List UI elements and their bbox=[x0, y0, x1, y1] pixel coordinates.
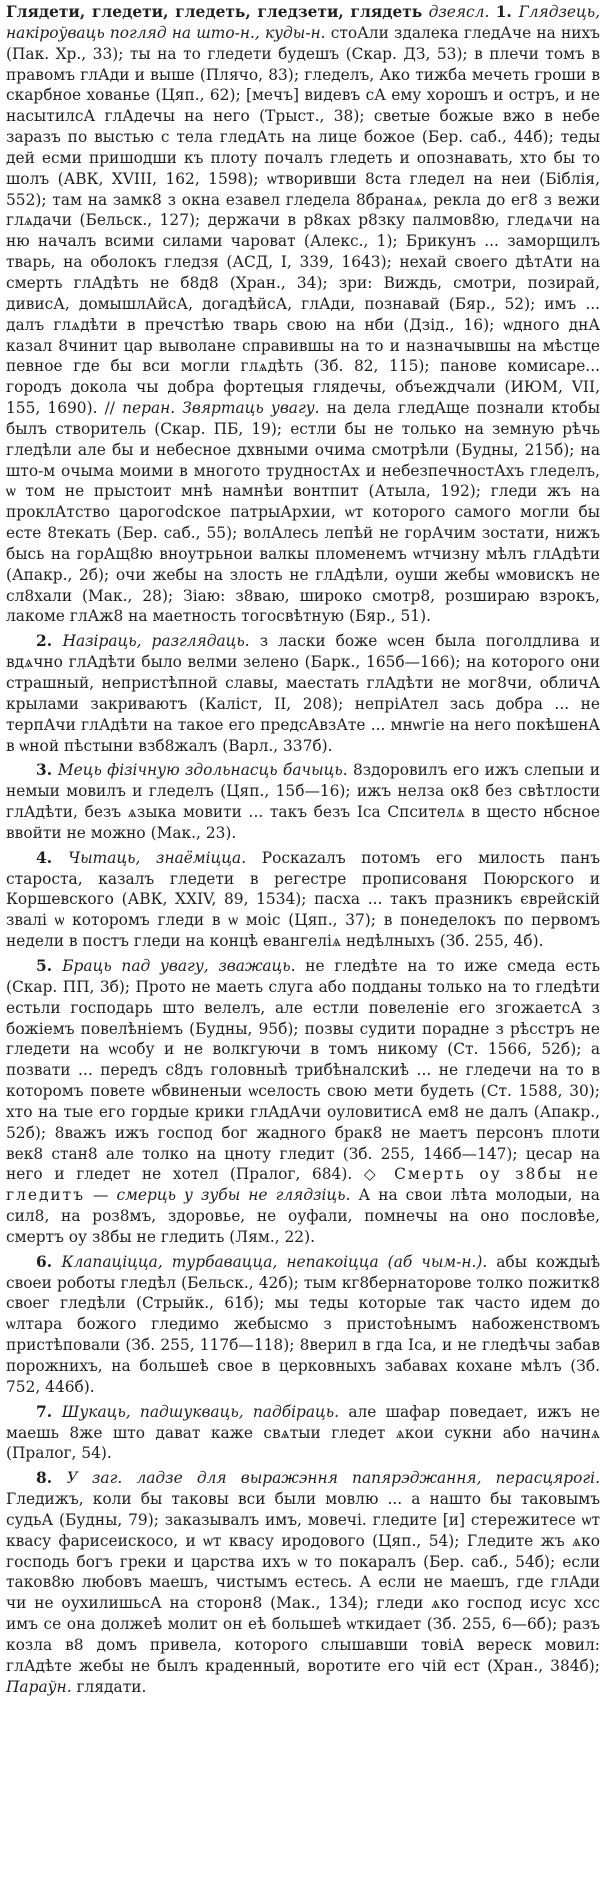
sense-2-paragraph bbox=[6, 631, 600, 756]
headword-or-sense-number: 3. bbox=[36, 761, 58, 780]
definition-or-label: Глядзець, накіроўваць погляд на што-н., куды-н. bbox=[6, 3, 601, 42]
text-run: А на свои лѣта молодыи, на сил8, на роз8мъ, здоровье, не оуфали, помнечы на оно пословѣе, смертъ оу з8бы не гледить (Лям., 22). bbox=[6, 1186, 600, 1246]
headword-or-sense-number: 5. bbox=[36, 956, 63, 975]
definition-or-label: Назіраць, разглядаць. bbox=[62, 632, 250, 651]
sense-5-paragraph bbox=[6, 956, 600, 1248]
definition-or-label: дзеясл. bbox=[422, 3, 496, 21]
text-run: глядати. bbox=[71, 1677, 147, 1696]
definition-or-label: У заг. ладзе для выражэння папярэджання, перасцярогі. bbox=[66, 1469, 600, 1488]
definition-or-label: Чытаць, знаёміцца. bbox=[68, 848, 247, 867]
definition-or-label: Шукаць, падшукваць, падбіраць. bbox=[61, 1402, 340, 1421]
headword-or-sense-number: 4. bbox=[36, 848, 69, 867]
sense-4-paragraph bbox=[6, 848, 600, 952]
sense-6-paragraph bbox=[6, 1252, 600, 1398]
text-run: стоАли здалека гледАче на нихъ (Пак. Хр., 33); ты на то гледети будешъ (Скар. ДЗ, 53); в плечи томъ в правомъ глАди и выше (Плячо, 83); гледелъ, Ако тижба мечеть гроши в скарбное хованье (Цяп., 62); [мечъ] видевъ сА ему хорошъ и остръ, и не насытилсА глАдечы на него (Трыст., 38); светые божые вжо в небе заразъ по выстью с тела гледАть на лице божое (Бер. саб., 44б); теды дей есми пришодши къ плоту почалъ гледеть и опознавать, хто бы то шолъ (АВК, XVIII, 162, 1598); ѡтворивши 8ста гледел на неи (Біблія, 552); там на замк8 з окна езавел гледела 8бранаѧ, рекла до ег8 з вежи глѧдачи (Бельск., 127); держачи в р8ках р8зку палмов8ю, гледѧчи на ню началъ всими силами чароват (Алекс., 1); Брикунъ ... заморщилъ тварь, на оболокъ гледзя (АСД, I, 339, 1643); нехай своего дѣтАти на смерть глАдѣть не б8д8 (Хран., 34); зри: Виждь, смотри, позирай, дивисА, домышлАйсА, догадѣйсА, глАди, познавай (Бяр., 52); имъ ... далъ глѧдѣти в пречстѣю тварь свою на нби (Дзід., 16); ѡдного днА казал 8чинит цар выволане справившы на то и назначывшы на мѣстце певное где бы вси могли глѧдѣть (Зб. 82, 115); панове комисаре... городъ докола чы добра фортецыя глядечы, объеждчали (ИЮМ, VII, 155, 1690). // bbox=[6, 23, 600, 418]
idiom-phrase: Смерть оу з8бы не гледитъ bbox=[6, 1165, 600, 1205]
definition-or-label: Мець фізічную здольнасць бачыць. bbox=[57, 761, 348, 780]
definition-or-label: Браць пад увагу, зважаць. bbox=[62, 956, 296, 975]
text-run: на дела гледАще познали ктобы былъ створитель (Скар. ПБ, 19); естли бы не только на земную рѣчь гледѣли але бы и небесное дхвными очима смотрѣли (Будны, 215б); на што-м очыма моими в многото трудностАх и небезпечностАхъ гледелъ, ѡ том не прыстоит мнѣ намнѣи вонтпит (Атыла, 192); гледи жъ на проклАтство царогоdское патрыАрхии, ѡт которого самого могли бы есте 8текать (Бер. саб., 55); волАлесь лепѣй не горАчим зостати, нижъ бысь на горАщ8ю вноутрьнои валкы пломенемъ ѡтчизну мѣлъ глАдѣти (Апакр., 2б); очи жебы на злость не глАдѣли, оуши жебы ѡмовискъ не сл8хали (Мак., 28); Зіаю: з8ваю, широко смотр8, розшираю взрокъ, лакоме глАж8 на маетность тогосвѣтную (Бяр., 51). bbox=[6, 399, 600, 626]
definition-or-label: смерць у зубы не глядзіць. bbox=[116, 1186, 351, 1205]
headword-or-sense-number: 6. bbox=[36, 1252, 62, 1271]
headword-or-sense-number: 2. bbox=[36, 632, 63, 651]
sense-7-paragraph bbox=[6, 1402, 600, 1465]
text-run: не гледѣте на то иже смеда есть (Скар. ПП, 3б); Прото не маеть слуга або подданы только на то гледѣти естьли господарь што велелъ, але естли повеленіе его згожаетсА з божіемъ повелѣніемъ (Будны, 95б); позвы судити порадне з рѣсстръ не гледети на ѡсобу и не волкгуючи в томъ никому (Ст. 1566, 52б); а позвати ... передъ с8дъ головныѣ трибѣналскиѣ ... не гледечи на то в которомъ повете ѡбвиненыи ѡселость свою мети будеть (Ст. 1588, 30); хто на тые его гордые крики глАдАчи оуловитисА ем8 не далъ (Апакр., 52б); 8важъ ижъ господ бог жадного брак8 не маетъ персонъ плоти век8 стан8 але толко на цноту гледит (Зб. 255, 146б—147); цесар на него и гледет не хотел (Пралог, 684). ◇ bbox=[6, 956, 600, 1184]
headword-or-sense-number: 1. bbox=[495, 3, 519, 21]
sense-8-paragraph bbox=[6, 1468, 600, 1697]
sense-3-paragraph bbox=[6, 760, 600, 843]
text-run: абы кождыѣ своеи роботы гледѣл (Бельск., 42б); тым кг8бернаторове толко пожитк8 своег гледѣли (Стрыйк., 61б); мы теды которые так часто идем до ѡлтара божого гледимо жебысмо з пристоѣнымъ набоженствомъ пристѣповали (Зб. 255, 117б—118); 8верил в гда Іса, и не гледѣчы забав порожнихъ, на большеѣ свое в церковныхъ забавах кохане мѣлъ (Зб. 752, 446б). bbox=[6, 1252, 600, 1396]
text-run: з ласки боже ѡсен была поголдлива и вдѧчно глАдѣти было велми зелено (Барк., 165б—166); на которого они страшный, непристѣпной славы, маестать глАдѣти не мог8чи, обличА крылами закриваютъ (Каліст, II, 208); непріАтел зась добра ... не терпАчи глАдѣти на такое его предсАвзАте ... мнѡгіе на него покѣшенА в ѡной пѣстыни взб8жалъ (Варл., 337б). bbox=[6, 632, 600, 755]
entry-main-paragraph bbox=[6, 2, 600, 627]
headword-or-sense-number: 8. bbox=[36, 1469, 67, 1488]
text-run: Гледижъ, коли бы таковы вси были мовлю ... а нашто бы таковымъ судьА (Будны, 79); заказывалъ имъ, мовечі. гледите [и] стережитесе ѡт квасу фарисеискосо, и ѡт квасу иродового (Цяп., 54); Гледите жъ ѧко господь богъ греки и царства ихъ ѡ то покаралъ (Бер. саб., 54б); если таков8ю любовъ маешъ, чистымъ естесь. А если не маешъ, где глАди чи не оухилишьсА на сторон8 (Мак., 134); гледи ѧко господ исус хсс имъ се она должеѣ молит он еѣ большеѣ ѡткидает (Зб. 255, 6—6б); разъ козла в8 домъ привела, которого слышавши товіА вереск мовил: глАдѣте жебы не былъ краденный, воротите его чій ест (Хран., 384б); bbox=[6, 1490, 600, 1675]
headword-or-sense-number: Глядети, гледети, гледеть, гледзети, глядеть bbox=[6, 3, 423, 21]
text-run: Роскazалъ потомъ его милость панъ староста, казалъ гледети в регестре прописованя Поюрского и Коршевского (АВК, XXIV, 89, 1534); пасха ... такъ празникъ єврейскій звалі ѡ которомъ гледи в ѡ моіс (Цяп., 37); в понеделокъ по первомъ недели в постъ гледи на концѣ евангеліѧ недѣлныхъ (Зб. 255, 4б). bbox=[6, 848, 600, 951]
text-run: але шафар поведает, ижъ не маешь 8же што дават каже свѧтыи гледет ѧкои сукни або начинѧ (Пралог, 54). bbox=[6, 1402, 600, 1463]
headword-or-sense-number: 7. bbox=[36, 1402, 62, 1421]
text-run: — bbox=[85, 1186, 117, 1205]
definition-or-label: Параўн. bbox=[6, 1677, 72, 1696]
text-run: 8здоровилъ его ижъ слепыи и немыи мовилъ и гледелъ (Цяп., 15б—16); ижъ нелза ок8 без свѣтлости глАдѣти, безъ ѧзыка мовити ... такъ безъ Іса Спсителѧ в щесто нбсное ввойти не можно (Мак., 23). bbox=[6, 761, 600, 842]
definition-or-label: Клапаціцца, турбавацца, непакоіцца (аб чым-н.). bbox=[61, 1252, 488, 1271]
dictionary-entry bbox=[6, 2, 600, 1698]
definition-or-label: перан. Звяртаць увагу. bbox=[122, 399, 320, 418]
